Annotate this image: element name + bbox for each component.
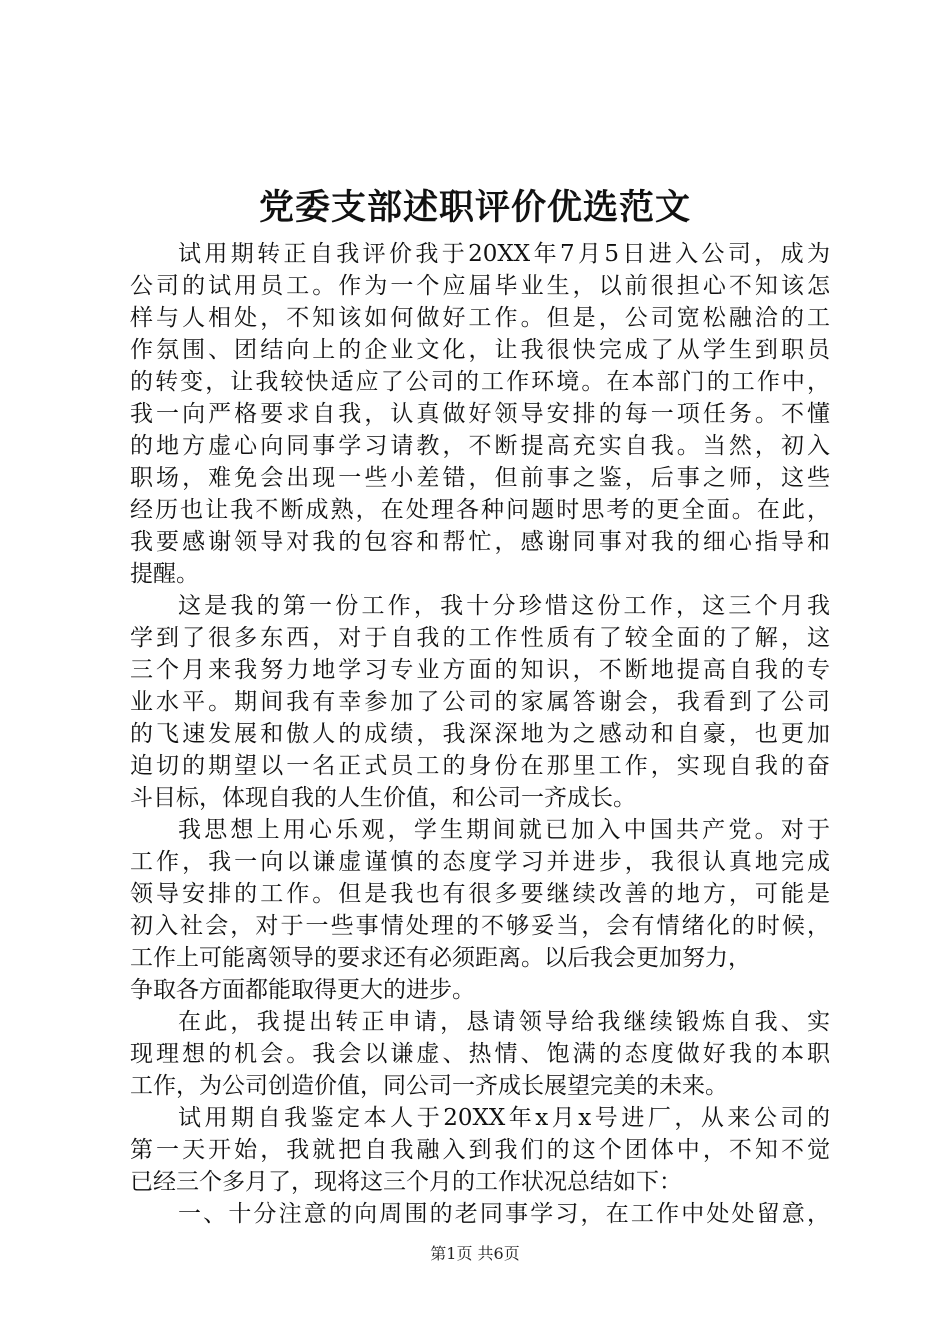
text-line: 试用期转正自我评价我于20XX年7月5日进入公司，成为 <box>178 241 830 267</box>
page-footer: 第1页 共6页 <box>430 1244 520 1263</box>
text-line: 现理想的机会。我会以谦虚、热情、饱满的态度做好我的本职 <box>130 1041 830 1067</box>
text-line: 第一天开始，我就把自我融入到我们的这个团体中，不知不觉 <box>130 1137 830 1163</box>
document-body <box>130 238 830 1230</box>
text-line: 工作，我一向以谦虚谨慎的态度学习并进步，我很认真地完成 <box>130 849 830 875</box>
text-line: 工作上可能离领导的要求还有必须距离。以后我会更加努力， <box>130 945 751 971</box>
text-line: 初入社会，对于一些事情处理的不够妥当，会有情绪化的时候， <box>130 913 830 939</box>
text-line: 提醒。 <box>130 561 199 587</box>
text-line: 的转变，让我较快适应了公司的工作环境。在本部门的工作中， <box>130 369 830 395</box>
text-line: 我要感谢领导对我的包容和帮忙，感谢同事对我的细心指导和 <box>130 529 830 555</box>
text-line: 公司的试用员工。作为一个应届毕业生，以前很担心不知该怎 <box>130 273 830 299</box>
text-line: 工作，为公司创造价值，同公司一齐成长展望完美的未来。 <box>130 1073 728 1099</box>
text-line: 一、十分注意的向周围的老同事学习，在工作中处处留意， <box>178 1201 830 1227</box>
document-title: 党委支部述职评价优选范文 <box>258 187 691 228</box>
text-line: 我一向严格要求自我，认真做好领导安排的每一项任务。不懂 <box>130 401 830 427</box>
text-line: 已经三个多月了，现将这三个月的工作状况总结如下： <box>130 1169 682 1195</box>
text-line: 的飞速发展和傲人的成绩，我深深地为之感动和自豪，也更加 <box>130 721 830 747</box>
text-line: 学到了很多东西，对于自我的工作性质有了较全面的了解，这 <box>130 625 830 651</box>
text-line: 业水平。期间我有幸参加了公司的家属答谢会，我看到了公司 <box>130 689 830 715</box>
text-line: 这是我的第一份工作，我十分珍惜这份工作，这三个月我 <box>178 593 830 619</box>
text-line: 的地方虚心向同事学习请教，不断提高充实自我。当然，初入 <box>130 433 830 459</box>
text-line: 领导安排的工作。但是我也有很多要继续改善的地方，可能是 <box>130 881 830 907</box>
text-line: 职场，难免会出现一些小差错，但前事之鉴，后事之师，这些 <box>130 465 830 491</box>
text-line: 经历也让我不断成熟，在处理各种问题时思考的更全面。在此， <box>130 497 830 523</box>
text-line: 斗目标，体现自我的人生价值，和公司一齐成长。 <box>130 785 636 811</box>
text-line: 迫切的期望以一名正式员工的身份在那里工作，实现自我的奋 <box>130 753 830 779</box>
text-line: 我思想上用心乐观，学生期间就已加入中国共产党。对于 <box>178 817 830 843</box>
text-line: 作氛围、团结向上的企业文化，让我很快完成了从学生到职员 <box>130 337 830 363</box>
text-line: 样与人相处，不知该如何做好工作。但是，公司宽松融洽的工 <box>130 305 830 331</box>
text-line: 争取各方面都能取得更大的进步。 <box>130 977 475 1003</box>
text-line: 在此，我提出转正申请，恳请领导给我继续锻炼自我、实 <box>178 1009 830 1035</box>
text-line: 试用期自我鉴定本人于20XX年x月x号进厂，从来公司的 <box>178 1105 830 1131</box>
text-line: 三个月来我努力地学习专业方面的知识，不断地提高自我的专 <box>130 657 830 683</box>
